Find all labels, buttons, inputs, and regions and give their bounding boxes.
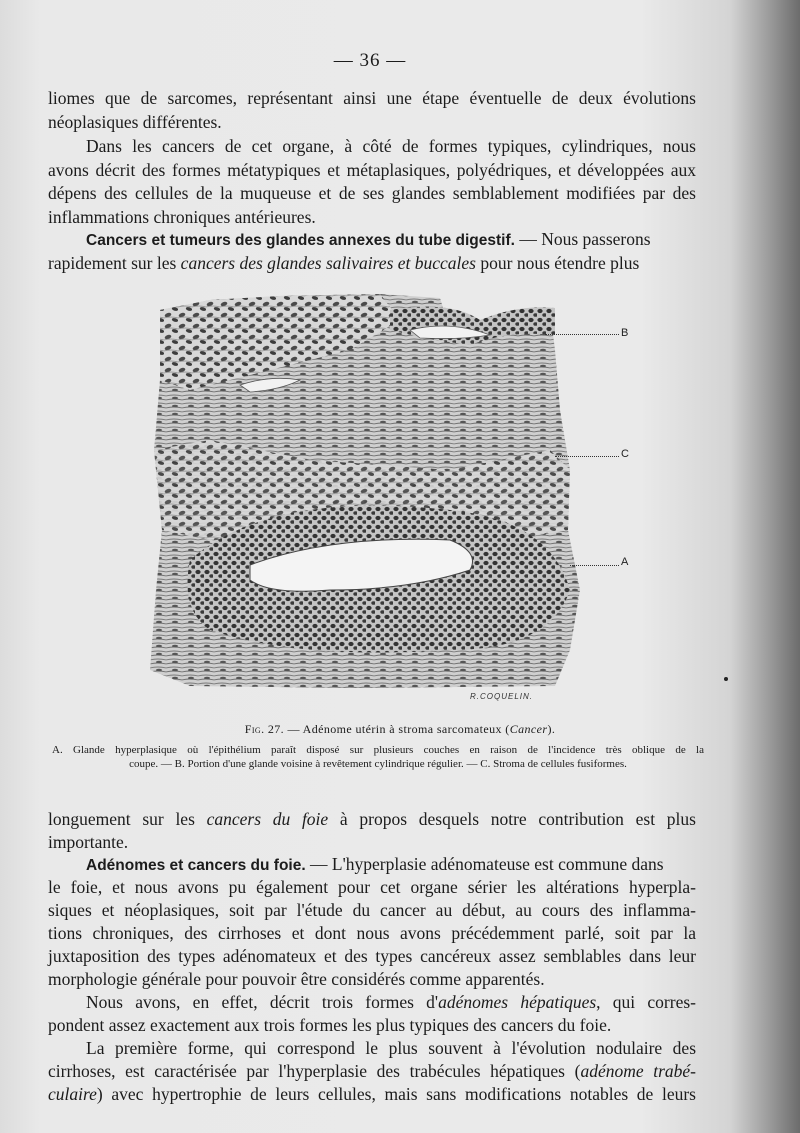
italic-span: adénome trabé-: [580, 1061, 696, 1081]
text-line: La première forme, qui correspond le plus souvent à l'évolution nodulaire des: [86, 1038, 696, 1058]
section-text: — Nous passerons: [514, 229, 651, 249]
leader-line-a: [570, 565, 619, 566]
text-line: liomes que de sarcomes, représentant ainsi une étape éventuelle de deux évolutions: [48, 88, 696, 108]
section-line: [86, 853, 664, 877]
figure-label-a: A: [621, 556, 629, 568]
text-span: ) avec hypertrophie de leurs cellules, mais sans modifications notables de leurs: [96, 1084, 696, 1104]
text-line: tions chroniques, des cirrhoses et dont nous avons précédemment parlé, soit par la: [48, 923, 696, 943]
text-line: néoplasiques différentes.: [48, 112, 222, 132]
text-line: [48, 1060, 696, 1082]
section-line: [86, 228, 651, 252]
section-heading: Adénomes et cancers du foie.: [86, 857, 306, 874]
histology-figure: [150, 290, 629, 690]
text-span: cirrhoses, est caractérisée par l'hyperplasie des trabécules hépatiques (: [48, 1061, 581, 1081]
figure-caption-line: coupe. — B. Portion d'une glande voisine à revêtement cylindrique régulier. — C. Stroma de cellules fusiformes.: [129, 758, 627, 770]
text-span: longuement sur les: [48, 809, 207, 829]
text-line: inflammations chroniques antérieures.: [48, 207, 316, 227]
italic-span: culaire: [48, 1084, 97, 1104]
text-span: — L'hyperplasie adénomateuse est commune dans: [305, 854, 664, 874]
figure-caption-title: [0, 722, 800, 737]
artist-signature: R.COQUELIN.: [470, 692, 534, 701]
text-line: avons décrit des formes métatypiques et métaplasiques, polyédriques, et développées aux: [48, 160, 696, 180]
leader-line-c: [555, 456, 619, 457]
text-line: juxtaposition des types adénomateux et des types cancéreux assez semblables dans leur: [48, 946, 696, 966]
text-line: [86, 991, 696, 1013]
text-line: Dans les cancers de cet organe, à côté de formes typiques, cylindriques, nous: [86, 136, 696, 156]
caption-text: ).: [547, 722, 556, 736]
figure-label-c: C: [621, 448, 629, 460]
figure-label-b: B: [621, 327, 629, 339]
text-line: [48, 252, 639, 274]
page-number: — 36 —: [333, 50, 407, 71]
caption-italic: Cancer: [509, 722, 548, 736]
text-line: importante.: [48, 832, 129, 852]
text-line: pondent assez exactement aux trois formes les plus typiques des cancers du foie.: [48, 1015, 612, 1035]
italic-span: cancers du foie: [206, 809, 329, 829]
text-line: [48, 808, 696, 830]
italic-span: cancers des glandes salivaires et buccales: [180, 253, 476, 273]
caption-text: — Adénome utérin à stroma sarcomateux (: [284, 722, 510, 736]
text-line: dépens des cellules de la muqueuse et de ses glandes semblablement modifiées par des: [48, 183, 696, 203]
ink-dot: [724, 677, 728, 681]
text-span: à propos desquels notre contribution est plus: [328, 809, 696, 829]
leader-line-b: [545, 334, 619, 335]
text-span: Nous avons, en effet, décrit trois formes d': [86, 992, 439, 1012]
text-span: pour nous étendre plus: [476, 253, 640, 273]
section-heading: Cancers et tumeurs des glandes annexes du tube digestif.: [86, 232, 515, 249]
figure-caption-line: A. Glande hyperplasique où l'épithélium paraît disposé sur plusieurs couches en raison de l'incidence très oblique de la: [52, 744, 704, 756]
text-line: morphologie générale pour pouvoir être considérés comme apparentés.: [48, 969, 545, 989]
text-line: [48, 1083, 696, 1105]
italic-span: adénomes hépatiques: [438, 992, 597, 1012]
figure-number: Fig. 27.: [244, 722, 285, 736]
text-span: , qui corres-: [596, 992, 696, 1012]
text-line: siques et néoplasiques, soit par l'étude du cancer au début, au cours des inflamma-: [48, 900, 696, 920]
text-line: le foie, et nous avons pu également pour cet organe sérier les altérations hyperpla-: [48, 877, 696, 897]
tissue-illustration: [150, 290, 590, 690]
text-span: rapidement sur les: [48, 253, 181, 273]
